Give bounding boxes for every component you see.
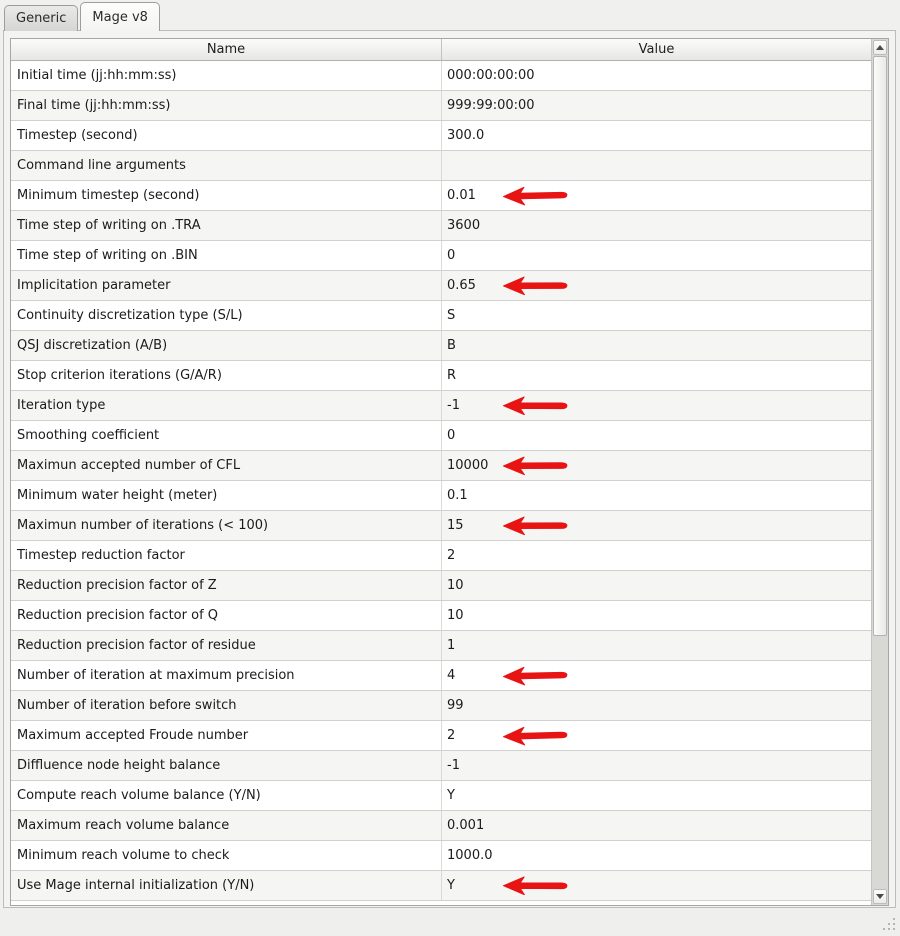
row-name: Timestep reduction factor <box>11 541 442 570</box>
row-name: Diffluence node height balance <box>11 751 442 780</box>
row-value: 99 <box>447 698 464 713</box>
table-row[interactable] <box>11 271 871 301</box>
row-name: Smoothing coefficient <box>11 421 442 450</box>
row-name: Use Mage internal initialization (Y/N) <box>11 871 442 900</box>
table-row[interactable] <box>11 61 871 91</box>
table-row[interactable] <box>11 811 871 841</box>
row-value-cell[interactable] <box>442 571 871 600</box>
row-value: 0.01 <box>447 188 476 203</box>
column-header-name[interactable] <box>11 39 442 60</box>
resize-grip-icon[interactable] <box>881 916 897 932</box>
scroll-up-icon <box>876 45 884 50</box>
table-row[interactable] <box>11 691 871 721</box>
row-value: 15 <box>447 518 464 533</box>
row-value: -1 <box>447 398 460 413</box>
row-name: Number of iteration at maximum precision <box>11 661 442 690</box>
table-body <box>11 61 871 905</box>
row-name: Maximun number of iterations (< 100) <box>11 511 442 540</box>
row-value-cell[interactable] <box>442 61 871 90</box>
row-value-cell[interactable] <box>442 181 871 210</box>
row-value-cell[interactable] <box>442 331 871 360</box>
row-value: S <box>447 308 456 323</box>
table-row[interactable] <box>11 331 871 361</box>
annotation-arrow-icon <box>502 514 569 537</box>
row-value-cell[interactable] <box>442 601 871 630</box>
table-row[interactable] <box>11 421 871 451</box>
row-value-cell[interactable] <box>442 391 871 420</box>
row-value-cell[interactable] <box>442 241 871 270</box>
table-row[interactable] <box>11 91 871 121</box>
table-row[interactable] <box>11 211 871 241</box>
row-value-cell[interactable] <box>442 451 871 480</box>
table-row[interactable] <box>11 541 871 571</box>
row-value-cell[interactable] <box>442 781 871 810</box>
row-value-cell[interactable] <box>442 751 871 780</box>
row-value: 2 <box>447 728 456 743</box>
row-name: Minimum water height (meter) <box>11 481 442 510</box>
table-header <box>11 39 871 61</box>
table-row[interactable] <box>11 511 871 541</box>
table-content <box>11 39 871 905</box>
row-value-cell[interactable] <box>442 211 871 240</box>
row-value: 1 <box>447 638 456 653</box>
row-name: Initial time (jj:hh:mm:ss) <box>11 61 442 90</box>
row-value: 1000.0 <box>447 848 493 863</box>
row-name: Reduction precision factor of Q <box>11 601 442 630</box>
annotation-arrow-icon <box>502 184 569 207</box>
tab-generic[interactable] <box>4 5 78 31</box>
row-value: 999:99:00:00 <box>447 98 535 113</box>
row-value-cell[interactable] <box>442 661 871 690</box>
row-value-cell[interactable] <box>442 301 871 330</box>
column-header-value[interactable] <box>442 39 871 60</box>
tab-generic-label: Generic <box>16 11 67 26</box>
row-value: 0.001 <box>447 818 485 833</box>
row-name: Minimum timestep (second) <box>11 181 442 210</box>
row-name: Iteration type <box>11 391 442 420</box>
scroll-down-icon <box>876 894 884 899</box>
row-value: Y <box>447 878 455 893</box>
parameters-table <box>10 38 889 906</box>
row-name: Compute reach volume balance (Y/N) <box>11 781 442 810</box>
table-row[interactable] <box>11 781 871 811</box>
annotation-arrow-icon <box>502 664 569 687</box>
row-name: Reduction precision factor of residue <box>11 631 442 660</box>
row-value: -1 <box>447 758 460 773</box>
row-value: 0 <box>447 248 456 263</box>
row-value-cell[interactable] <box>442 511 871 540</box>
row-value: 0.65 <box>447 278 476 293</box>
tab-mage-v8-label: Mage v8 <box>92 9 148 25</box>
row-name: Command line arguments <box>11 151 442 180</box>
tab-mage-v8[interactable] <box>80 2 160 31</box>
row-value: 0.1 <box>447 488 468 503</box>
table-row[interactable] <box>11 121 871 151</box>
row-name: Number of iteration before switch <box>11 691 442 720</box>
scroll-down-button[interactable] <box>873 889 887 904</box>
row-name: Continuity discretization type (S/L) <box>11 301 442 330</box>
table-row[interactable] <box>11 841 871 871</box>
row-value-cell[interactable] <box>442 361 871 390</box>
annotation-arrow-icon <box>502 394 569 417</box>
scroll-up-button[interactable] <box>873 40 887 55</box>
table-row[interactable] <box>11 151 871 181</box>
row-value-cell[interactable] <box>442 841 871 870</box>
tab-bar <box>4 2 160 31</box>
row-value-cell[interactable] <box>442 421 871 450</box>
table-row[interactable] <box>11 391 871 421</box>
row-value-cell[interactable] <box>442 481 871 510</box>
window-bottom-bar <box>0 908 900 935</box>
table-row[interactable] <box>11 871 871 901</box>
row-name: Stop criterion iterations (G/A/R) <box>11 361 442 390</box>
row-value-cell[interactable] <box>442 871 871 900</box>
row-value: 300.0 <box>447 128 485 143</box>
row-name: Reduction precision factor of Z <box>11 571 442 600</box>
row-value-cell[interactable] <box>442 121 871 150</box>
annotation-arrow-icon <box>502 274 569 297</box>
row-value: 10000 <box>447 458 489 473</box>
row-value: B <box>447 338 456 353</box>
column-header-value-label: Value <box>638 42 675 57</box>
column-header-name-label: Name <box>206 42 246 57</box>
table-row[interactable] <box>11 751 871 781</box>
table-row[interactable] <box>11 481 871 511</box>
row-value-cell[interactable] <box>442 811 871 840</box>
annotation-arrow-icon <box>502 724 569 747</box>
annotation-arrow-icon <box>502 874 569 897</box>
row-name: Maximun accepted number of CFL <box>11 451 442 480</box>
table-row[interactable] <box>11 571 871 601</box>
row-value-cell[interactable] <box>442 271 871 300</box>
row-value: 0 <box>447 428 456 443</box>
row-value: 10 <box>447 578 464 593</box>
row-value-cell[interactable] <box>442 91 871 120</box>
row-value: 4 <box>447 668 456 683</box>
row-value-cell[interactable] <box>442 691 871 720</box>
table-row[interactable] <box>11 361 871 391</box>
row-value: 10 <box>447 608 464 623</box>
row-value: R <box>447 368 457 383</box>
row-value-cell[interactable] <box>442 721 871 750</box>
table-row-partial <box>11 901 871 905</box>
row-name: Minimum reach volume to check <box>11 841 442 870</box>
row-value-cell[interactable] <box>442 631 871 660</box>
scrollbar-thumb[interactable] <box>873 56 887 636</box>
tab-content-panel <box>3 30 896 908</box>
row-name: Maximum accepted Froude number <box>11 721 442 750</box>
vertical-scrollbar[interactable] <box>871 39 888 905</box>
row-value: 2 <box>447 548 456 563</box>
row-name: Final time (jj:hh:mm:ss) <box>11 91 442 120</box>
row-name: Maximum reach volume balance <box>11 811 442 840</box>
row-name: QSJ discretization (A/B) <box>11 331 442 360</box>
row-name: Time step of writing on .TRA <box>11 211 442 240</box>
table-row[interactable] <box>11 241 871 271</box>
row-name: Time step of writing on .BIN <box>11 241 442 270</box>
table-row[interactable] <box>11 661 871 691</box>
row-name: Implicitation parameter <box>11 271 442 300</box>
table-row[interactable] <box>11 631 871 661</box>
annotation-arrow-icon <box>502 454 569 476</box>
table-row[interactable] <box>11 451 871 481</box>
row-value-cell[interactable] <box>442 151 871 180</box>
row-name: Timestep (second) <box>11 121 442 150</box>
row-value: 3600 <box>447 218 481 233</box>
row-value: Y <box>447 788 455 803</box>
row-value: 000:00:00:00 <box>447 68 535 83</box>
table-row[interactable] <box>11 721 871 751</box>
table-row[interactable] <box>11 601 871 631</box>
row-value-cell[interactable] <box>442 541 871 570</box>
table-row[interactable] <box>11 181 871 211</box>
table-row[interactable] <box>11 301 871 331</box>
